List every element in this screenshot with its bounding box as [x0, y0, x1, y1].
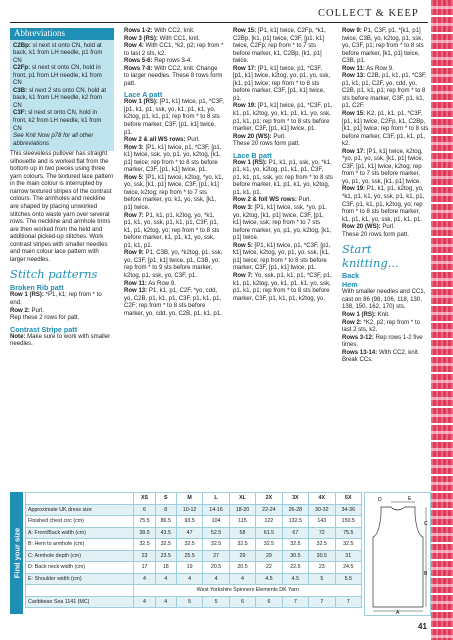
pattern-note: These 20 rows form patt. [233, 141, 300, 148]
pattern-row: Row 3 (RS): With CC1, knit. [124, 35, 200, 42]
pattern-note: These 20 rows form patt. [342, 231, 409, 238]
pattern-row: Row 17: [P1, k1] twice, p1, *C3F, [p1, k1] twice, k2tog, yo, p1, yo, ssk, [k1, p1] twice; rep from * to 8 sts before marker, C3F, [p1, k1] twice, p1. [233, 65, 331, 102]
abbr-item: C3B: sl next 2 sts onto CN, hold at back, k1 from LH needle, k2 from CN [13, 87, 107, 109]
abbr-item: C3F: sl next st onto CN, hold in front, k2 from LH needle, k1 from CN [13, 110, 102, 132]
decorative-knit-strip [431, 0, 453, 640]
pattern-row: Row 1 (RS): [P1, k1] twice, p1, *C3F, [p1, k1, p1, ssk, yo, k1, p1, k1, yo, k2tog, p1, k1, p1; rep from * to 8 sts before marker, C3F, [p1, k1] twice, p1. [124, 99, 224, 136]
page-header: COLLECT & KEEP [318, 8, 419, 19]
pattern-row: Row 15: [P1, k1] twice, C2Fp, *k1, C2Bp, [k1, p1] twice, C3F, [p1, k1] twice, C2Fp; rep from * to 7 sts before marker, k1, C2Bp, [k1, p1] twice. [233, 28, 326, 65]
table-row: Finished chest circ (cm) 75.5 86.5 93.5 104 115 122 132.5 143 150.5 [26, 516, 362, 528]
column-3 [233, 28, 333, 303]
pattern-row: Row 3: [P1, k1] twice, ssk, *yo, p1, yo, k2tog, [k1, p1] twice, C3F, [p1, k1] twice, ssk; rep from * to 7 sts before marker, yo, p1, yo, k2tog, [k1, p1] twice. [233, 205, 332, 242]
pattern-row: Row 7: Yo, ssk, p1, k1, p1, *C3F, p1, k1, p1, k2tog, yo, k1, p1, k1, yo, ssk, p1, k1, p1; rep from * to 8 sts before marker, C3F, p1, k1, p1, k2tog, yo. [233, 272, 332, 302]
size-table-header: XS S M L XL 2X 3X 4X 5X [26, 493, 362, 505]
table-row: D: Back neck width (cm) 17 18 19 20.5 20.5 22 22.5 23 24.5 [26, 562, 362, 574]
pattern-row: Row 1 (RS): Knit. [342, 311, 390, 318]
broken-rib-heading: Broken Rib patt [10, 283, 64, 293]
abbr-item: C2Bp: sl next st onto CN, hold at back, k1 from LH needle, p1 from CN [13, 42, 103, 64]
pattern-row: Row 7: P1, k1, p1, k2tog, yo, *k1, p1, k1, yo, ssk, p1, k1, p1, C3F, p1, k1, p1, k2tog, yo; rep from * to 8 sts before marker, k1, p1, k1, yo, ssk, p1, k1, p1. [124, 212, 220, 249]
stitch-patterns-heading: Stitch patterns [10, 267, 98, 282]
label-d: D [378, 497, 382, 503]
back-heading: Back [342, 271, 360, 281]
pattern-row: Row 17: [P1, k1] twice, k2tog, *yo, p1, yo, ssk, [k1, p1] twice, C3F, [p1, k1] twice, k2tog; rep from * to 7 sts before marker, yo, p1, yo, ssk, [k1, p1] twice. [342, 148, 424, 185]
pattern-row: Row 1 (RS): P1, k1, p1, ssk, yo, *k1, p1, k1, yo, k2tog, p1, k1, p1, C3F, p1, k1, p1, ssk, yo; rep from * to 8 sts before marker, k1, p1, k1, yo, k2tog, p1, k1, p1. [233, 159, 333, 196]
pattern-row: Row 11: As Row 9. [124, 280, 176, 287]
pattern-row: Row 9: P1, C3B, yo, *k2tog, p1, ssk, yo, C3F, [p1, k1] twice, p1, C3B, yo; rep from * to 9 sts before marker, k2tog, p1, ssk, yo, C3F, p1. [124, 250, 223, 279]
schematic-svg [365, 493, 430, 615]
intro-text: This sleeveless pullover has straight silhouette and is worked flat from the bottom up in two pieces using three yarn colours. The textured lace pattern in the main colour is interrupted by narrow textured stripes of the contrast colours. The armholes and neckline are shaped by placing unworked stitches onto waste yarn over several rows. The neckline and armhole trims are then worked from the held and additional picked-up stitches. Work contrast stripes with smaller needles and main colour lace pattern with larger needles. [10, 151, 114, 263]
abbr-item: C2Fp: sl next st onto CN, hold in front, p1 from LH needle, k1 from CN [13, 65, 102, 87]
abbreviations-box [10, 28, 114, 151]
pattern-row: Row 2: *K2, p2; rep from * to last 2 sts, k2. [342, 319, 420, 334]
table-row: Approximate UK dress size 6 8 10-12 14-16 18-20 22-24 26-28 30-32 34-36 [26, 504, 362, 516]
header-rule [10, 22, 428, 23]
find-your-size-tab: Find your size [10, 492, 23, 614]
pattern-row: Row 2 & foll WS rows: Purl. [233, 197, 311, 204]
lace-a-heading: Lace A patt [124, 90, 163, 100]
label-c: C [424, 521, 428, 527]
pattern-row: Row 2 & all WS rows: Purl. [124, 137, 200, 144]
garment-schematic [364, 492, 431, 616]
pattern-note: Note: Make sure to work with smaller needles. [10, 333, 111, 348]
pattern-row: Row 20 (WS): Purl. [342, 224, 395, 231]
garment-outline [373, 507, 423, 607]
pattern-row: Row 4: With CC1, *k2, p2; rep from * to last 2 sts, k2. [124, 43, 224, 57]
pattern-row: Row 13: C2B, p1, k1, p1, *C3F, p1, k1, p1, C2F, yo, cdd, yo, C2B, p1, k1, p1; rep from * to 8 sts before marker, C3F, p1, k1, p1, C2F. [342, 73, 427, 110]
start-knitting-heading: Start knitting... [342, 242, 399, 271]
pattern-row: Rows 13-14: With CC2, knit. Break CCs. [342, 349, 420, 364]
pattern-row: Row 5: [P1, k1] twice, p1, *C3F, [p1, k1] twice, k2tog, yo, p1, yo, ssk, [k1, p1] twice; rep from * to 8 sts before marker, C3F, [p1, k1] twice, p1. [233, 242, 331, 272]
yarn-row: Caribbean Sea 1141 (MC) 4 4 5 5 6 6 7 7 7 [26, 596, 362, 608]
size-table [25, 492, 362, 608]
table-row: E: Shoulder width (cm) 4 4 4 4 4 4.5 4.5 5 5.5 [26, 573, 362, 585]
yarn-header-row: West Yorkshire Spinners Elements DK Yarn [26, 585, 362, 597]
pattern-row: Row 19: P1, k1, p1, k2tog, yo, *k1, p1, k1, yo, ssk, p1, k1, p1, C3F, p1, k1, p1, k2tog, yo; rep from * to 8 sts before marker, k1, p1, k1, yo, ssk, p1, k1, p1. [342, 186, 425, 223]
pattern-row: Rows 1-2: With CC2, knit. [124, 28, 195, 34]
pattern-row: Row 3: [P1, k1] twice, p1, *C3F, [p1, k1] twice, ssk, yo, p1, yo, k2tog, [k1, p1] twice; rep from * to 8 sts before marker, C3F, [p1, k1] twice, p1. [124, 144, 222, 174]
column-2 [124, 28, 224, 318]
pattern-row: Row 2: Purl. [10, 307, 44, 314]
label-b: B [424, 571, 428, 577]
column-4 [342, 28, 429, 365]
hem-text: With smaller needles and CC1, cast on 86 (98, 106, 118, 130, 138, 150, 162, 170) sts. [342, 289, 426, 311]
table-row: A: Front/Back width (cm) 38.5 43.5 47 52.5 58 61.5 67 72 75.5 [26, 527, 362, 539]
table-row: C: Armhole depth (cm) 23 23.5 25.5 27 29 29 30.5 30.5 31 [26, 550, 362, 562]
label-e: E [408, 496, 412, 502]
pattern-row: Row 15: K2, p1, k1, p1, *C3F, [p1, k1] twice, C2Fp, k1, C2Bp, [k1, p1] twice; rep from * to 8 sts before marker, C3F, p1, k1, p1, k2. [342, 111, 429, 148]
pattern-row: Rows 3-12: Rep rows 1-2 five times. [342, 334, 423, 349]
hem-heading: Hem [342, 280, 358, 290]
pattern-row: Row 13: P1, k1, p1, C2F, *yo, cdd, yo, C2B, p1, k1, p1, C3F, p1, k1, p1, C2F; rep from * to 8 sts before marker, yo, cdd, yo, C2B, p1, k1, p1. [124, 288, 222, 317]
label-a: A [396, 610, 400, 615]
lace-b-heading: Lace B patt [233, 150, 272, 160]
pattern-row: Row 1 (RS): *P1, k1; rep from * to end. [10, 292, 102, 306]
column-1 [10, 28, 114, 349]
table-row: B: Hem to armhole (cm) 32.5 32.5 32.5 32.5 32.5 32.5 32.5 32.5 32.5 [26, 539, 362, 551]
contrast-stripe-heading: Contrast Stripe patt [10, 324, 78, 334]
pattern-row: Row 5: [P1, k1] twice, k2tog, *yo, k1, yo, ssk, [k1, p1] twice, C3F, [p1, k1] twice, k2tog; rep from * to 7 sts before marker, yo, k1, yo, ssk, [k1, p1] twice. [124, 174, 224, 212]
abbreviations-title: Abbreviations [10, 28, 114, 40]
pattern-row: Rows 5-6: Rep rows 3-4. [124, 58, 192, 65]
pattern-note: Rep these 2 rows for patt. [10, 315, 80, 322]
pattern-row: Row 9: P1, C3F, p1, *[k1, p1] twice, C3B, yo, k2tog, p1, ssk, yo, C3F, p1; rep from * to 8 sts before marker, [k1, p1] twice, C3B, p1. [342, 28, 424, 65]
abbr-note: See Knit Now p78 for all other abbreviations [13, 133, 94, 147]
pattern-row: Row 20 (WS): Purl. [233, 133, 286, 140]
pattern-row: Row 19: [P1, k1] twice, p1, *C3F, p1, k1, p1, k2tog, yo, k1, p1, k1, yo, ssk, p1, k1, p1; rep from * to 8 sts before marker, C3F, [p1, k1] twice, p1. [233, 103, 333, 133]
pattern-row: Row 11: As Row 9. [342, 65, 394, 72]
pattern-row: Rows 7-8: With CC2, knit. Change to larger needles. These 8 rows form patt. [124, 65, 223, 87]
page-number: 41 [418, 622, 427, 631]
